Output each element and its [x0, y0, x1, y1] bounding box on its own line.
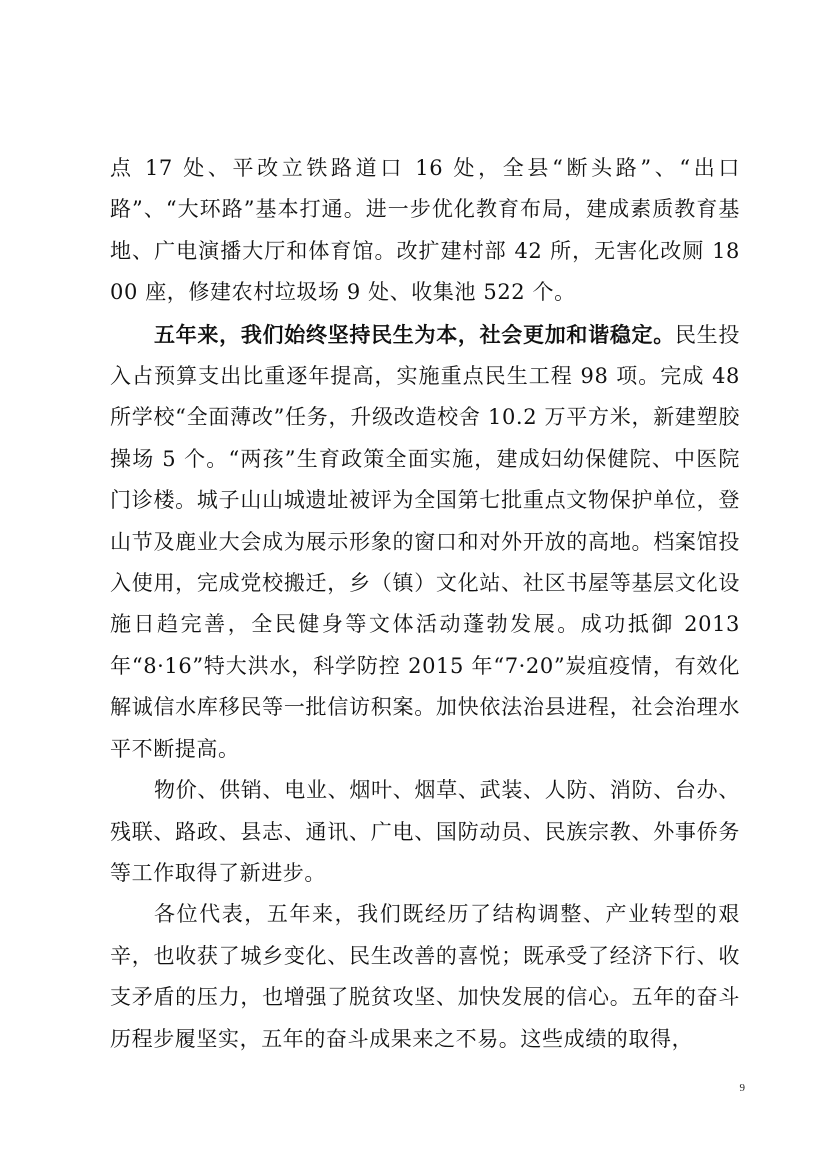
body-text	[110, 148, 740, 1060]
paragraph-2	[110, 314, 740, 770]
paragraph-3	[110, 770, 740, 894]
paragraph-2-lead: 五年来，我们始终坚持民生为本，社会更加和谐稳定。	[154, 321, 675, 347]
paragraph-2-text: 民生投入占预算支出比重逐年提高，实施重点民生工程 98 项。完成 48 所学校“全面薄改”任务，升级改造校舍 10.2 万平方米，新建塑胶操场 5 个。“两孩”生育政策全面实施，建成妇幼保健院、中医院门诊楼。城子山山城遗址被评为全国第七批重点文物保护单位，登山节及鹿业大会成为展示形象的窗口和对外开放的高地。档案馆投入使用，完成党校搬迁，乡（镇）文化站、社区书屋等基层文化设施日趋完善，全民健身等文体活动蓬勃发展。成功抵御 2013 年“8·16”特大洪水，科学防控 2015 年“7·20”炭疽疫情，有效化解诚信水库移民等一批信访积案。加快依法治县进程，社会治理水平不断提高。	[110, 322, 740, 761]
paragraph-1-text: 点 17 处、平改立铁路道口 16 处，全县“断头路”、“出口路”、“大环路”基本打通。进一步优化教育布局，建成素质教育基地、广电演播大厅和体育馆。改扩建村部 42 所，无害化改厕 1800 座，修建农村垃圾场 9 处、收集池 522 个。	[110, 156, 740, 305]
paragraph-1	[110, 148, 740, 314]
paragraph-4-text: 各位代表，五年来，我们既经历了结构调整、产业转型的艰辛，也收获了城乡变化、民生改善的喜悦；既承受了经济下行、收支矛盾的压力，也增强了脱贫攻坚、加快发展的信心。五年的奋斗历程步履坚实，五年的奋斗成果来之不易。这些成绩的取得，	[110, 902, 740, 1051]
page-number: 9	[739, 1082, 745, 1094]
paragraph-4	[110, 894, 740, 1060]
paragraph-3-text: 物价、供销、电业、烟叶、烟草、武装、人防、消防、台办、残联、路政、县志、通讯、广电、国防动员、民族宗教、外事侨务等工作取得了新进步。	[110, 778, 740, 885]
